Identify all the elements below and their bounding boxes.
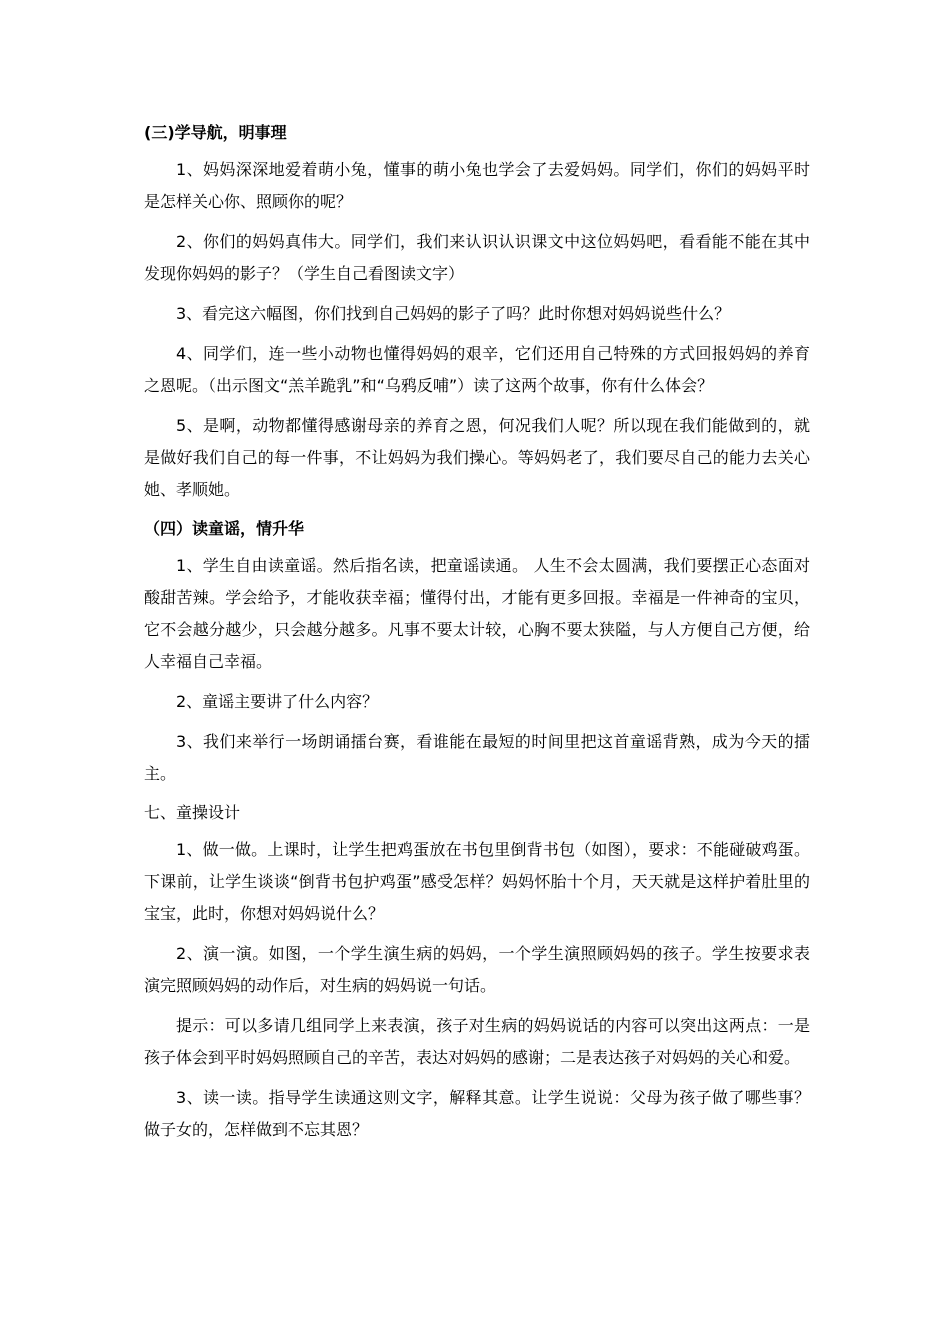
paragraph: 3、我们来举行一场朗诵擂台赛，看谁能在最短的时间里把这首童谣背熟，成为今天的擂主。 <box>144 732 810 783</box>
section-heading-xue-dao-hang: (三)学导航，明事理 <box>144 123 287 142</box>
document-body <box>144 118 810 1154</box>
paragraph: 1、妈妈深深地爱着萌小兔，懂事的萌小兔也学会了去爱妈妈。同学们，你们的妈妈平时是怎样关心你、照顾你的呢？ <box>144 160 810 211</box>
section-heading-du-tong-yao: （四）读童谣，情升华 <box>144 519 305 538</box>
paragraph: 3、读一读。指导学生读通这则文字，解释其意。让学生说说：父母为孩子做了哪些事？做子女的，怎样做到不忘其恩？ <box>144 1088 810 1139</box>
paragraph: 2、你们的妈妈真伟大。同学们，我们来认识认识课文中这位妈妈吧，看看能不能在其中发现你妈妈的影子？（学生自己看图读文字） <box>144 232 810 283</box>
paragraph: 1、学生自由读童谣。然后指名读，把童谣读通。 人生不会太圆满，我们要摆正心态面对酸甜苦辣。学会给予，才能收获幸福；懂得付出，才能有更多回报。幸福是一件神奇的宝贝，它不会越分越少，只会越分越多。凡事不要太计较，心胸不要太狭隘，与人方便自己方便，给人幸福自己幸福。 <box>144 556 810 671</box>
paragraph: 提示：可以多请几组同学上来表演，孩子对生病的妈妈说话的内容可以突出这两点：一是孩子体会到平时妈妈照顾自己的辛苦，表达对妈妈的感谢；二是表达孩子对妈妈的关心和爱。 <box>144 1016 810 1067</box>
paragraph: 3、看完这六幅图，你们找到自己妈妈的影子了吗？此时你想对妈妈说些什么？ <box>176 304 731 323</box>
paragraph: 5、是啊，动物都懂得感谢母亲的养育之恩，何况我们人呢？所以现在我们能做到的，就是做好我们自己的每一件事，不让妈妈为我们操心。等妈妈老了，我们要尽自己的能力去关心她、孝顺她。 <box>144 416 810 499</box>
paragraph: 2、童谣主要讲了什么内容？ <box>176 692 379 711</box>
paragraph: 4、同学们，连一些小动物也懂得妈妈的艰辛，它们还用自己特殊的方式回报妈妈的养育之恩呢。（出示图文“羔羊跪乳”和“乌鸦反哺”）读了这两个故事，你有什么体会？ <box>144 344 810 395</box>
paragraph: 1、做一做。上课时，让学生把鸡蛋放在书包里倒背书包（如图），要求：不能碰破鸡蛋。下课前，让学生谈谈“倒背书包护鸡蛋”感受怎样？妈妈怀胎十个月，天天就是这样护着肚里的宝宝，此时，你想对妈妈说什么？ <box>144 840 810 923</box>
paragraph: 2、演一演。如图，一个学生演生病的妈妈，一个学生演照顾妈妈的孩子。学生按要求表演完照顾妈妈的动作后，对生病的妈妈说一句话。 <box>144 944 810 995</box>
section-heading-tong-cao-she-ji: 七、童操设计 <box>144 803 241 822</box>
